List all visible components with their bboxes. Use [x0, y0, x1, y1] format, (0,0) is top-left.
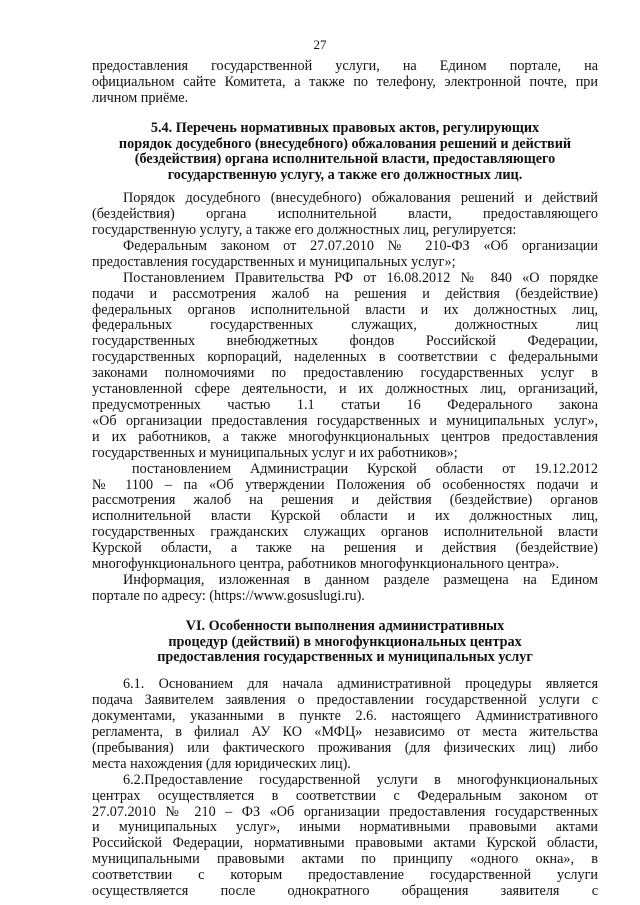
text-line: государственных и муниципальных услуг и их работников»;: [92, 444, 458, 461]
text-line: места нахождения (для юридических лиц).: [92, 755, 351, 772]
text-line: государственных корпораций, наделенных в соответствии с федеральными: [92, 349, 598, 366]
text-line: 6.1. Основанием для начала административной процедуры является: [123, 676, 598, 693]
text-line: Порядок досудебного (внесудебного) обжалования решений и действий: [123, 190, 598, 207]
section-heading-line: VI. Особенности выполнения административных: [185, 617, 505, 634]
text-line: соответствии с которым предоставление государственной услуги: [92, 867, 598, 884]
text-line: Федеральным законом от 27.07.2010 № 210-ФЗ «Об организации: [123, 237, 598, 254]
text-line: центрах осуществляется в соответствии с Федеральным законом от: [92, 787, 598, 804]
text-line: (бездействия) органа исполнительной власти, предоставляющего: [92, 206, 598, 223]
text-line: регламента, в филиал АУ КО «МФЦ» независимо от места жительства: [92, 724, 598, 741]
text-line: предоставления государственной услуги, на Едином портале, на: [92, 58, 598, 74]
text-line: подача Заявителем заявления о предоставлении государственной услуги с: [92, 692, 598, 709]
text-line: Информация, изложенная в данном разделе размещена на Едином: [123, 571, 598, 588]
text-line: Курской области, а также на решения и действия (бездействие): [92, 540, 598, 557]
text-line: предоставления государственных и муниципальных услуг»;: [92, 253, 456, 270]
text-line: официальном сайте Комитета, а также по телефону, электронной почте, при: [92, 73, 598, 90]
page-number: 27: [313, 37, 327, 52]
text-line: подачи и рассмотрения жалоб на решения и действия (бездействие): [92, 285, 598, 302]
text-line: государственную услугу, а также его должностных лиц, регулируется:: [92, 222, 517, 239]
text-line: государственных внебюджетных фондов Российской Федерации,: [92, 333, 598, 350]
text-line: осуществляется после однократного обращения заявителя с: [92, 883, 598, 900]
section-heading-line: порядок досудебного (внесудебного) обжалования решений и действий: [118, 135, 572, 152]
text-line: установленной сфере деятельности, и их должностных лиц, организаций,: [92, 381, 598, 398]
text-line: многофункционального центра, работников многофункционального центра».: [92, 556, 560, 573]
text-line: документами, указанными в пункте 2.6. настоящего Административного: [92, 708, 598, 725]
text-line: законами полномочиями по предоставлению государственных услуг в: [92, 365, 598, 382]
text-line: (пребывания) или фактического проживания (для физических лиц) либо: [92, 739, 598, 756]
text-line: и муниципальных услуг», иными нормативными правовыми актами: [92, 819, 598, 836]
text-line: рассмотрения жалоб на решения и действия (бездействие) органов: [92, 492, 598, 509]
text-line: Постановлением Правительства РФ от 16.08.2012 № 840 «О порядке: [123, 269, 598, 286]
text-line: 6.2.Предоставление государственной услуги в многофункциональных: [123, 771, 598, 788]
text-line: «Об организации предоставления государственных и муниципальных услуг»,: [92, 412, 598, 429]
text-line: федеральных органов исполнительной власти и их должностных лиц,: [92, 301, 598, 318]
text-line: Российской Федерации, нормативными правовыми актами Курской области,: [92, 835, 598, 852]
section-heading-line: 5.4. Перечень нормативных правовых актов, регулирующих: [150, 119, 540, 136]
section-heading-line: (бездействия) органа исполнительной власти, предоставляющего: [134, 151, 556, 168]
text-line: 27.07.2010 № 210 – ФЗ «Об организации предоставления государственных: [92, 803, 598, 820]
text-line: портале по адресу: (https://www.gosuslugi.ru).: [92, 587, 365, 604]
text-line: и их работников, а также многофункциональных центров предоставления: [92, 428, 598, 445]
text-line: государственных гражданских служащих органов исполнительной власти: [92, 524, 598, 541]
text-line: предусмотренных частью 1.1 статьи 16 Федерального закона: [92, 396, 598, 413]
text-line: муниципальными правовыми актами по принципу «одного окна», в: [92, 851, 598, 868]
section-heading-line: предоставления государственных и муниципальных услуг: [157, 649, 533, 666]
text-line: личном приёме.: [92, 89, 189, 106]
text-line: постановлением Администрации Курской области от 19.12.2012: [132, 460, 598, 477]
section-heading-line: государственную услугу, а также его должностных лиц.: [167, 167, 523, 184]
section-heading-line: процедур (действий) в многофункциональных центрах: [168, 633, 522, 650]
text-line: федеральных государственных служащих, должностных лиц: [92, 317, 598, 334]
text-line: исполнительной власти Курской области и их должностных лиц,: [92, 508, 598, 525]
text-line: № 1100 – па «Об утверждении Положения об особенностях подачи и: [92, 476, 598, 493]
